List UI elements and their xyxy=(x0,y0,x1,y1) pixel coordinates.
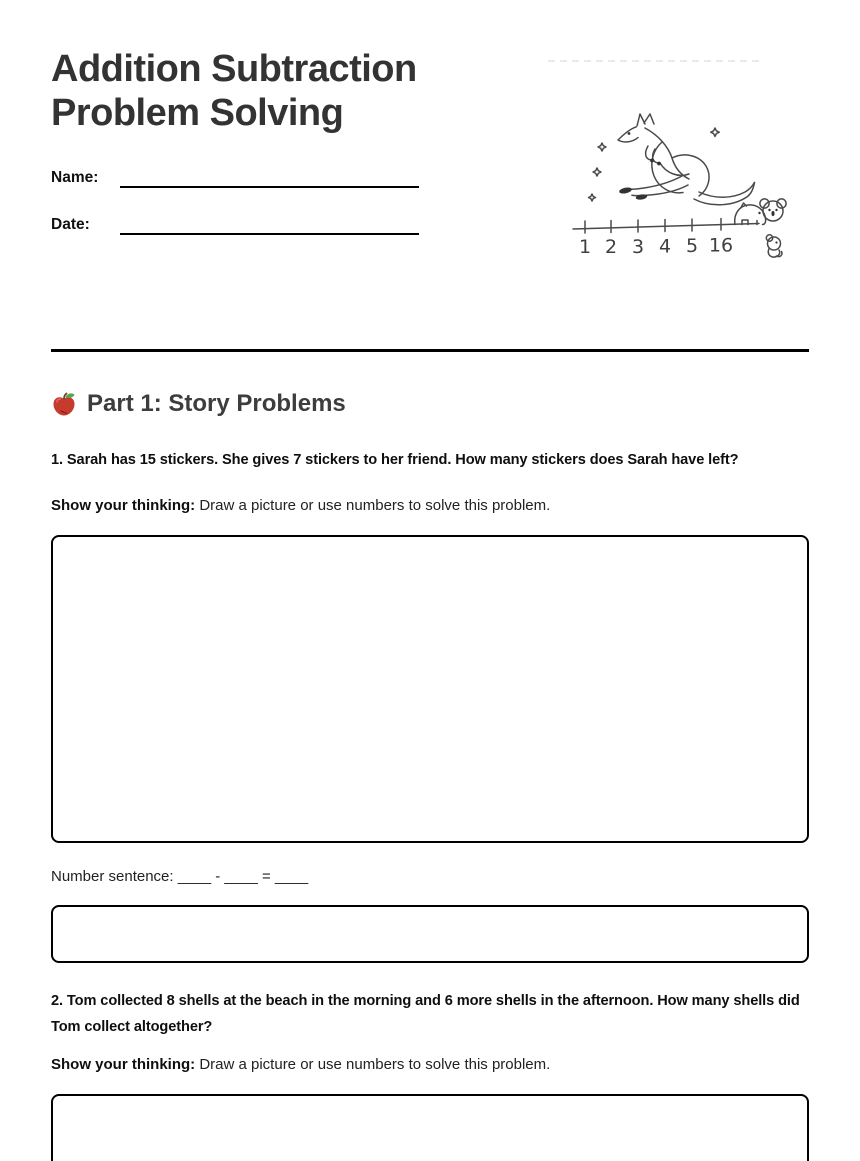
number-line-label: 4 xyxy=(658,235,672,258)
problem-1-show-thinking xyxy=(51,497,809,515)
apple-icon xyxy=(51,391,77,417)
problem-1-answer-box[interactable] xyxy=(51,905,809,963)
number-line-label: 5 xyxy=(685,235,699,257)
problem-1-text: 1. Sarah has 15 stickers. She gives 7 stickers to her friend. How many stickers does Sarah have left? xyxy=(51,452,739,468)
show-thinking-text: Draw a picture or use numbers to solve this problem. xyxy=(195,1056,551,1073)
problem-1-number-sentence: Number sentence: ____ - ____ = ____ xyxy=(51,868,309,885)
kangaroo-number-line-illustration xyxy=(545,58,830,268)
number-line-drawing xyxy=(573,219,759,259)
problem-1-drawing-box[interactable] xyxy=(51,535,809,843)
sparkle-icons xyxy=(589,128,720,201)
show-thinking-text: Draw a picture or use numbers to solve this problem. xyxy=(195,497,551,514)
name-field-row xyxy=(51,166,419,188)
problem-2-show-thinking xyxy=(51,1056,809,1074)
part1-heading xyxy=(51,388,809,420)
date-field-row xyxy=(51,213,419,235)
number-line-label: 1 xyxy=(578,236,592,258)
page-title-line2: Problem Solving xyxy=(51,92,344,134)
page-title-line1: Addition Subtraction xyxy=(51,48,417,90)
show-thinking-label: Show your thinking: xyxy=(51,497,196,514)
number-line-label: 16 xyxy=(708,234,734,257)
kangaroo-drawing xyxy=(618,114,755,205)
section-divider xyxy=(51,349,809,352)
number-line-label: 2 xyxy=(604,236,618,258)
problem-2-drawing-box[interactable] xyxy=(51,1094,809,1161)
number-line-label: 3 xyxy=(631,236,645,258)
mouse-drawing xyxy=(766,235,782,257)
koala-drawing xyxy=(760,199,786,221)
date-label: Date: xyxy=(51,216,90,233)
problem-2-text: 2. Tom collected 8 shells at the beach in the morning and 6 more shells in the afternoon. How many shells did Tom collect altogether? xyxy=(51,993,800,1035)
show-thinking-label: Show your thinking: xyxy=(51,1056,196,1073)
name-label: Name: xyxy=(51,169,99,186)
name-input-line[interactable] xyxy=(120,168,419,188)
part1-heading-text: Part 1: Story Problems xyxy=(87,390,346,417)
date-input-line[interactable] xyxy=(120,215,419,235)
